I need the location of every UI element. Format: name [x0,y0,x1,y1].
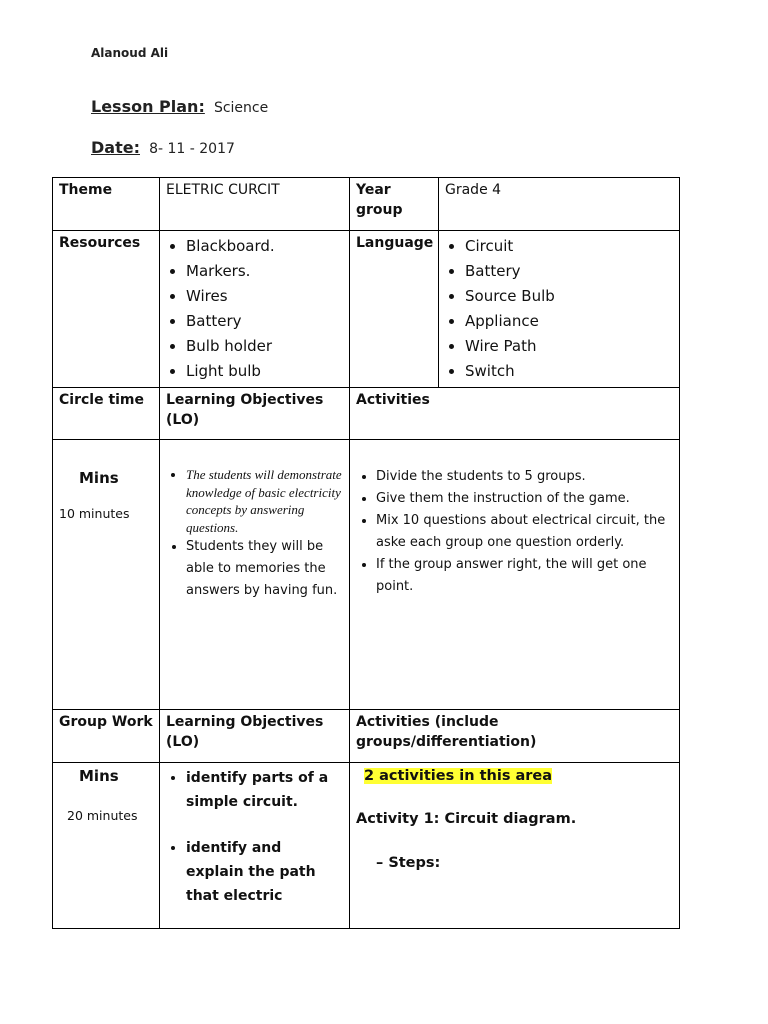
circle-activities-cell [350,440,680,710]
list-item: • identify and explain the path that electric [186,836,343,908]
list-item: • Wires [186,284,343,309]
list-item: • Light bulb [186,359,343,384]
circle-mins-cell [53,440,160,710]
activities-highlight: 2 activities in this area [364,768,553,784]
list-item: • Blackboard. [186,234,343,259]
lesson-plan-label: Lesson Plan: [91,97,205,116]
group-work-header-row [53,710,680,763]
language-cell [439,231,680,388]
theme-value: ELETRIC CURCIT [160,178,350,231]
circle-time-content-row [53,440,680,710]
resources-cell [160,231,350,388]
list-item: • Battery [186,309,343,334]
circle-objectives-cell [160,440,350,710]
activity-1-title: Activity 1: Circuit diagram. [356,810,577,827]
learning-objectives-label-2: Learning Objectives (LO) [160,710,350,763]
activities-label: Activities [350,388,680,440]
resources-row [53,231,680,388]
list-item: • identify parts of a simple circuit. [186,766,343,814]
lesson-plan-subject: Science [213,100,269,116]
resources-label: Resources [53,231,160,388]
group-work-content-row [53,763,680,929]
list-item: • The students will demonstrate knowledge of basic electricity concepts by answering questions. [186,466,343,536]
group-minutes: 20 minutes [67,808,138,823]
date-label: Date: [91,138,140,157]
list-item: • Students they will be able to memories the answers by having fun. [186,536,343,602]
circle-objectives-list [166,466,343,602]
circle-activities-list [356,466,673,598]
group-work-label: Group Work [53,710,160,763]
learning-objectives-label: Learning Objectives (LO) [160,388,350,440]
year-group-value: Grade 4 [439,178,680,231]
activities-include-label: Activities (include groups/differentiation) [350,710,680,763]
language-label: Language [350,231,439,388]
list-item: • Switch [465,359,673,384]
lesson-plan-table [52,177,680,929]
list-item: • Appliance [465,309,673,334]
mins-label-2: Mins [79,767,119,785]
list-item: • Circuit [465,234,673,259]
steps-text: Steps: [388,854,441,871]
author-name: Alanoud Ali [91,46,169,60]
list-item: • Markers. [186,259,343,284]
date-value: 8- 11 - 2017 [149,141,235,157]
group-activities-cell [350,763,680,929]
theme-label: Theme [53,178,160,231]
circle-time-label: Circle time [53,388,160,440]
list-item: • Battery [465,259,673,284]
lesson-plan-heading [91,97,268,116]
list-item: • If the group answer right, the will get one point. [376,554,673,598]
year-group-label: Year group [350,178,439,231]
list-item: • Mix 10 questions about electrical circuit, the aske each group one question orderly. [376,510,673,554]
list-item: • Give them the instruction of the game. [376,488,673,510]
group-objectives-cell [160,763,350,929]
date-heading [91,138,235,157]
list-item: • Divide the students to 5 groups. [376,466,673,488]
mins-label: Mins [79,469,119,487]
theme-row [53,178,680,231]
list-item: • Wire Path [465,334,673,359]
list-item: • Source Bulb [465,284,673,309]
steps-label: – Steps: [376,854,441,871]
circle-time-header-row [53,388,680,440]
resources-list [166,234,343,384]
group-mins-cell [53,763,160,929]
circle-minutes: 10 minutes [59,506,130,521]
group-objectives-list [166,766,343,908]
list-item: • Bulb holder [186,334,343,359]
language-list [445,234,673,384]
